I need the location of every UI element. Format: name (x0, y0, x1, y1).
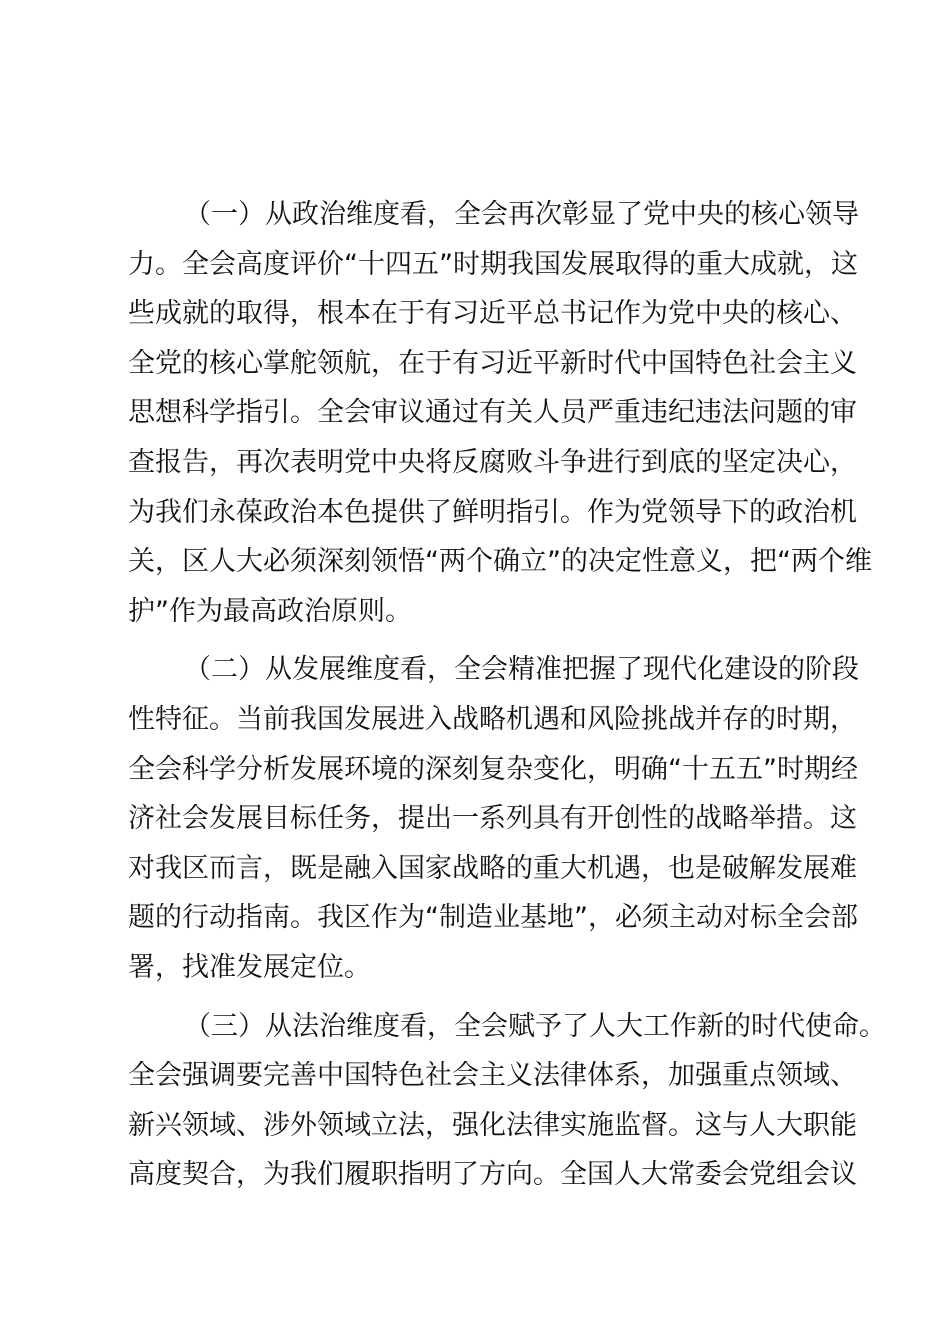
text-line: 性特征。当前我国发展进入战略机遇和风险挑战并存的时期， (128, 703, 857, 735)
text-line: 关，区人大必须深刻领悟“两个确立”的决定性意义，把“两个维 (128, 546, 872, 578)
text-line: （一）从政治维度看，全会再次彰显了党中央的核心领导 (184, 199, 859, 230)
text-line: （三）从法治维度看，全会赋予了人大工作新的时代使命。 (184, 1010, 886, 1042)
text-line: 全会强调要完善中国特色社会主义法律体系，加强重点领域、 (128, 1060, 857, 1092)
text-line: 新兴领域、涉外领域立法，强化法律实施监督。这与人大职能 (128, 1109, 857, 1141)
paragraph (128, 1005, 886, 1203)
text-line: 高度契合，为我们履职指明了方向。全国人大常委会党组会议 (128, 1159, 857, 1191)
text-line: 全会科学分析发展环境的深刻复杂变化，明确“十五五”时期经 (128, 753, 858, 785)
document-page (128, 193, 886, 1212)
text-line: 署，找准发展定位。 (128, 951, 371, 983)
text-line: 全党的核心掌舵领航，在于有习近平新时代中国特色社会主义 (128, 347, 857, 379)
text-line: 济社会发展目标任务，提出一系列具有开创性的战略举措。这 (128, 803, 857, 835)
text-line: 查报告，再次表明党中央将反腐败斗争进行到底的坚定决心， (128, 446, 857, 478)
paragraph (128, 648, 859, 995)
text-line: 为我们永葆政治本色提供了鲜明指引。作为党领导下的政治机 (128, 496, 857, 528)
text-line: 题的行动指南。我区作为“制造业基地”，必须主动对标全会部 (128, 902, 858, 934)
text-line: （二）从发展维度看，全会精准把握了现代化建设的阶段 (184, 654, 859, 686)
paragraph (128, 193, 872, 639)
text-line: 思想科学指引。全会审议通过有关人员严重违纪违法问题的审 (128, 397, 857, 429)
text-line: 力。全会高度评价“十四五”时期我国发展取得的重大成就，这 (128, 248, 858, 280)
text-line: 护”作为最高政治原则。 (128, 595, 412, 627)
text-line: 对我区而言，既是融入国家战略的重大机遇，也是破解发展难 (128, 852, 857, 884)
text-line: 些成就的取得，根本在于有习近平总书记作为党中央的核心、 (128, 298, 857, 330)
